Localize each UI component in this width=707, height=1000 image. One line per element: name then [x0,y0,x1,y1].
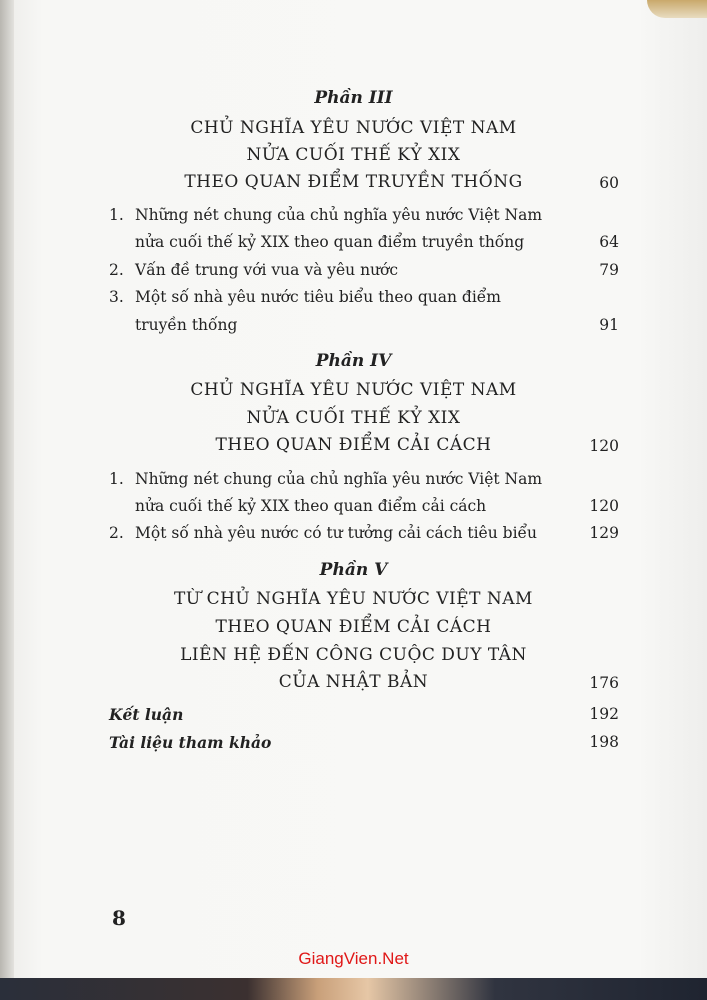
page-number-ref: 79 [599,261,619,279]
page-number-ref: 129 [589,524,619,542]
item-index: 2. [109,524,124,542]
item-index: 3. [109,288,124,306]
back-matter-label: Tài liệu tham khảo [109,733,272,752]
section-heading-line: LIÊN HỆ ĐẾN CÔNG CUỘC DUY TÂN [180,645,527,665]
item-text: Một số nhà yêu nước tiêu biểu theo quan điểm [135,288,502,306]
back-matter-label: Kết luận [109,705,184,724]
background-strip [0,978,707,1000]
page-number-ref: 176 [589,674,619,692]
section-heading-line: TỪ CHỦ NGHĨA YÊU NƯỚC VIỆT NAM [174,589,533,609]
page-number-ref: 120 [589,497,619,515]
part-label: Phần IV [315,351,392,371]
item-text: nửa cuối thế kỷ XIX theo quan điểm cải cách [135,497,487,515]
section-heading-line: THEO QUAN ĐIỂM CẢI CÁCH [215,617,492,637]
corner-background [647,0,707,18]
section-heading-line: CỦA NHẬT BẢN [278,672,429,692]
part-label: Phần V [319,560,388,580]
section-heading-line: NỬA CUỐI THẾ KỶ XIX [246,408,461,428]
section-heading-line: THEO QUAN ĐIỂM TRUYỀN THỐNG [184,172,523,192]
page-number-ref: 91 [599,316,619,334]
section-heading-line: NỬA CUỐI THẾ KỶ XIX [246,145,461,165]
watermark-text: GiangVien.Net [298,949,409,968]
page-folio: 8 [112,906,126,930]
page-number-ref: 192 [589,705,619,723]
item-text: Một số nhà yêu nước có tư tưởng cải cách tiêu biểu [135,524,538,542]
item-index: 2. [109,261,124,279]
page-number-ref: 64 [599,233,619,251]
section-heading-line: CHỦ NGHĨA YÊU NƯỚC VIỆT NAM [190,380,517,400]
item-text: Những nét chung của chủ nghĩa yêu nước Việt Nam [135,206,543,224]
item-text: truyền thống [135,316,238,334]
page-number-ref: 198 [589,733,619,751]
section-heading-line: THEO QUAN ĐIỂM CẢI CÁCH [215,435,492,455]
item-index: 1. [109,206,124,224]
part-label: Phần III [314,88,393,108]
item-text: Vấn đề trung với vua và yêu nước [135,261,399,279]
section-heading-line: CHỦ NGHĨA YÊU NƯỚC VIỆT NAM [190,118,517,138]
item-text: Những nét chung của chủ nghĩa yêu nước Việt Nam [135,470,543,488]
page-number-ref: 120 [589,437,619,455]
page-number-ref: 60 [599,174,619,192]
item-text: nửa cuối thế kỷ XIX theo quan điểm truyền thống [135,233,525,251]
item-index: 1. [109,470,124,488]
